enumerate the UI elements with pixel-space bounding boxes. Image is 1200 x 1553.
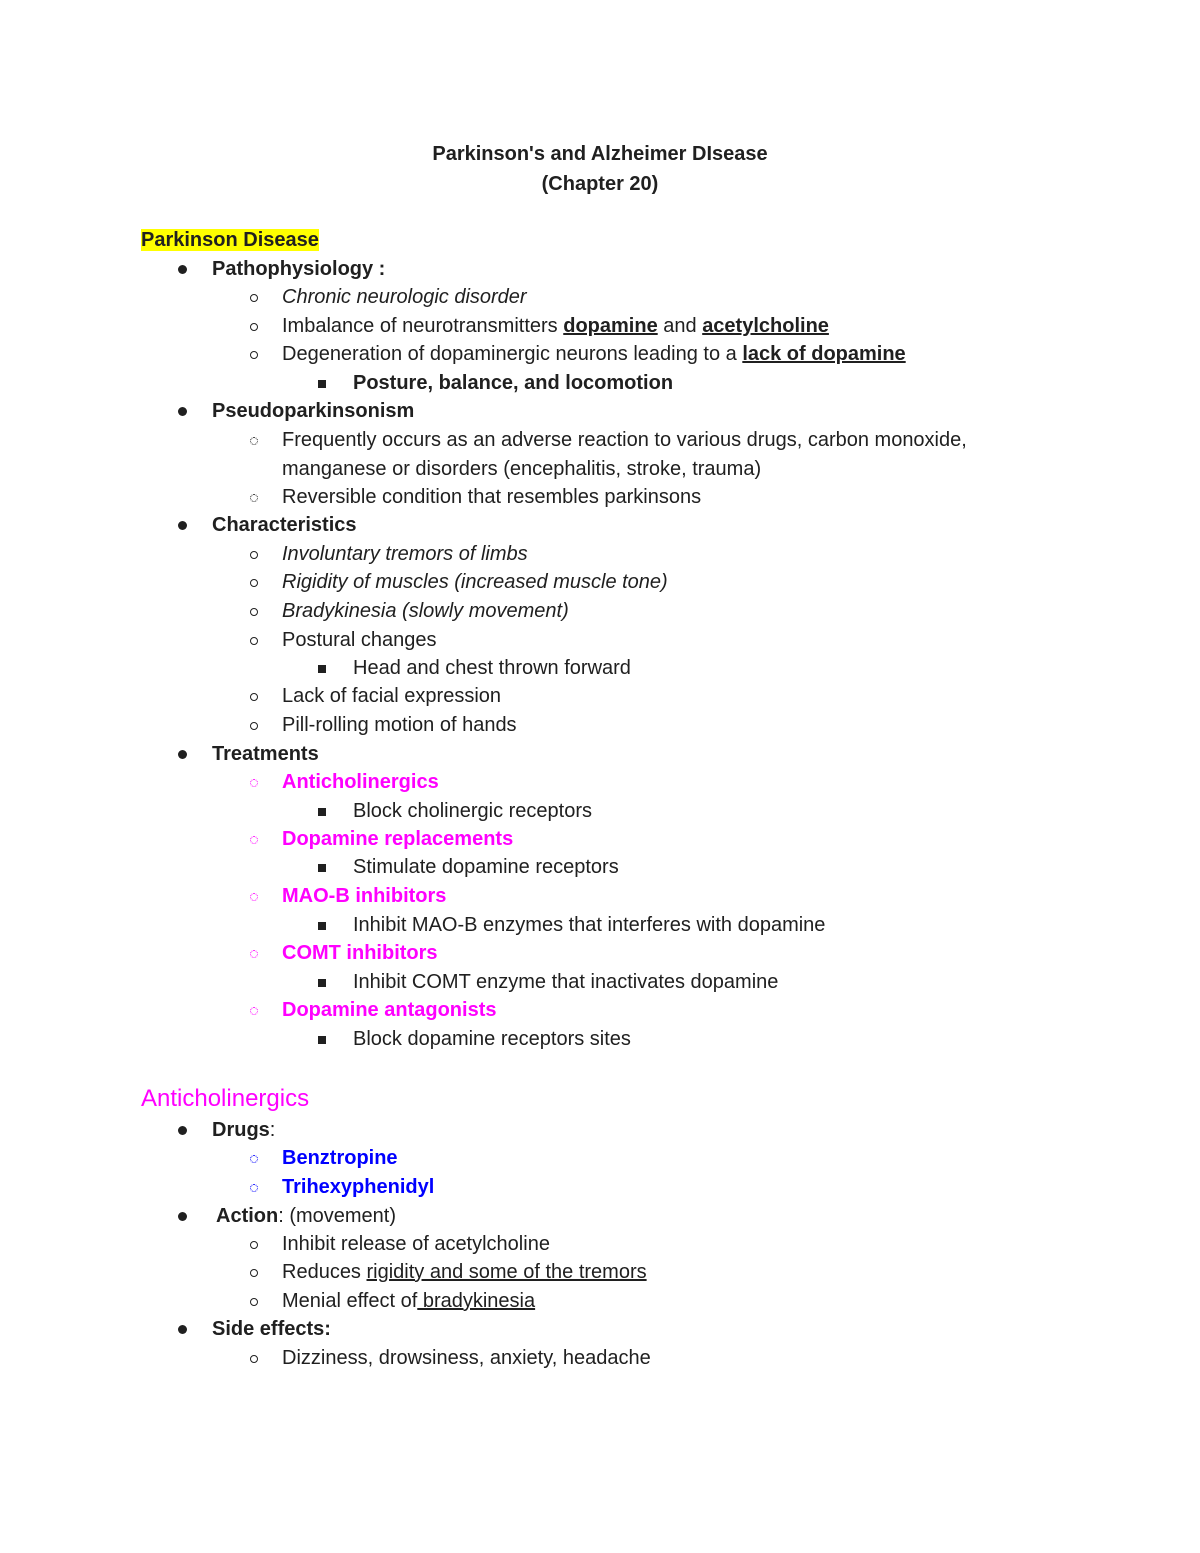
characteristic-item: Bradykinesia (slowly movement) bbox=[282, 600, 569, 622]
bullet-circle-icon bbox=[250, 713, 258, 737]
bullet-circle-icon bbox=[250, 314, 258, 338]
bullet-square-icon bbox=[318, 371, 326, 395]
bullet-circle-icon bbox=[250, 599, 258, 623]
bullet-dot-icon bbox=[178, 742, 187, 766]
bullet-square-icon bbox=[318, 799, 326, 823]
characteristic-item: Pill-rolling motion of hands bbox=[282, 714, 517, 736]
bullet-circle-icon bbox=[250, 542, 258, 566]
drugs-label: Drugs: bbox=[212, 1119, 276, 1141]
action-item: Menial effect of bradykinesia bbox=[282, 1290, 536, 1312]
pseudo-item: Frequently occurs as an adverse reaction to various drugs, carbon monoxide, bbox=[282, 429, 967, 451]
characteristics-label: Characteristics bbox=[212, 514, 357, 536]
treatments-label: Treatments bbox=[212, 743, 319, 765]
bullet-square-icon bbox=[318, 913, 326, 937]
bullet-dot-icon bbox=[178, 257, 187, 281]
bullet-dotted-circle-icon bbox=[250, 998, 258, 1022]
characteristic-item: Rigidity of muscles (increased muscle tone) bbox=[282, 571, 668, 593]
bullet-dot-icon bbox=[178, 513, 187, 537]
document-title: Parkinson's and Alzheimer DIsease bbox=[432, 143, 768, 165]
bullet-circle-icon bbox=[250, 570, 258, 594]
treatment-item: Dopamine antagonists bbox=[282, 999, 497, 1021]
bullet-dotted-circle-icon bbox=[250, 827, 258, 851]
side-effect-item: Dizziness, drowsiness, anxiety, headache bbox=[282, 1347, 651, 1369]
characteristic-subitem: Head and chest thrown forward bbox=[353, 657, 631, 679]
bullet-square-icon bbox=[318, 656, 326, 680]
pseudoparkinsonism-label: Pseudoparkinsonism bbox=[212, 400, 415, 422]
action-item: Reduces rigidity and some of the tremors bbox=[282, 1261, 647, 1283]
bullet-square-icon bbox=[318, 1027, 326, 1051]
treatment-subitem: Block cholinergic receptors bbox=[353, 800, 592, 822]
patho-item: Degeneration of dopaminergic neurons leading to a lack of dopamine bbox=[282, 343, 906, 365]
pathophysiology-label: Pathophysiology : bbox=[212, 258, 386, 280]
treatment-item: Dopamine replacements bbox=[282, 828, 514, 850]
treatment-subitem: Stimulate dopamine receptors bbox=[353, 856, 619, 878]
bullet-dot-icon bbox=[178, 1118, 187, 1142]
bullet-circle-icon bbox=[250, 628, 258, 652]
patho-item: Imbalance of neurotransmitters dopamine and acetylcholine bbox=[282, 315, 829, 337]
action-item: Inhibit release of acetylcholine bbox=[282, 1233, 550, 1255]
bullet-square-icon bbox=[318, 855, 326, 879]
drug-name: Benztropine bbox=[282, 1147, 398, 1169]
action-label: Action: (movement) bbox=[216, 1205, 397, 1227]
bullet-dotted-circle-icon bbox=[250, 770, 258, 794]
treatment-item: MAO-B inhibitors bbox=[282, 885, 447, 907]
characteristic-item: Lack of facial expression bbox=[282, 685, 502, 707]
bullet-dotted-circle-icon bbox=[250, 1175, 258, 1199]
bullet-dotted-circle-icon bbox=[250, 941, 258, 965]
characteristic-item: Postural changes bbox=[282, 629, 437, 651]
bullet-dot-icon bbox=[178, 399, 187, 423]
patho-item: Chronic neurologic disorder bbox=[282, 286, 527, 308]
bullet-circle-icon bbox=[250, 1289, 258, 1313]
treatment-item: Anticholinergics bbox=[282, 771, 439, 793]
bullet-dotted-circle-icon bbox=[250, 1146, 258, 1170]
treatment-subitem: Inhibit COMT enzyme that inactivates dopamine bbox=[353, 971, 779, 993]
bullet-dot-icon bbox=[178, 1204, 187, 1228]
treatment-subitem: Block dopamine receptors sites bbox=[353, 1028, 631, 1050]
bullet-dotted-circle-icon bbox=[250, 428, 258, 452]
pseudo-item: Reversible condition that resembles parkinsons bbox=[282, 486, 702, 508]
pseudo-item-continued: manganese or disorders (encephalitis, stroke, trauma) bbox=[282, 458, 762, 480]
section-heading-anticholinergics: Anticholinergics bbox=[141, 1085, 310, 1112]
document-subtitle: (Chapter 20) bbox=[541, 173, 659, 195]
bullet-circle-icon bbox=[250, 285, 258, 309]
characteristic-item: Involuntary tremors of limbs bbox=[282, 543, 528, 565]
bullet-dot-icon bbox=[178, 1317, 187, 1341]
side-effects-label: Side effects: bbox=[212, 1318, 331, 1340]
treatment-subitem: Inhibit MAO-B enzymes that interferes with dopamine bbox=[353, 914, 826, 936]
bullet-dotted-circle-icon bbox=[250, 485, 258, 509]
bullet-circle-icon bbox=[250, 1346, 258, 1370]
patho-subitem: Posture, balance, and locomotion bbox=[353, 372, 674, 394]
bullet-circle-icon bbox=[250, 1232, 258, 1256]
bullet-dotted-circle-icon bbox=[250, 884, 258, 908]
bullet-circle-icon bbox=[250, 1260, 258, 1284]
bullet-square-icon bbox=[318, 970, 326, 994]
treatment-item: COMT inhibitors bbox=[282, 942, 438, 964]
drug-name: Trihexyphenidyl bbox=[282, 1176, 435, 1198]
bullet-circle-icon bbox=[250, 684, 258, 708]
bullet-circle-icon bbox=[250, 342, 258, 366]
section-heading-parkinson: Parkinson Disease bbox=[141, 229, 319, 251]
